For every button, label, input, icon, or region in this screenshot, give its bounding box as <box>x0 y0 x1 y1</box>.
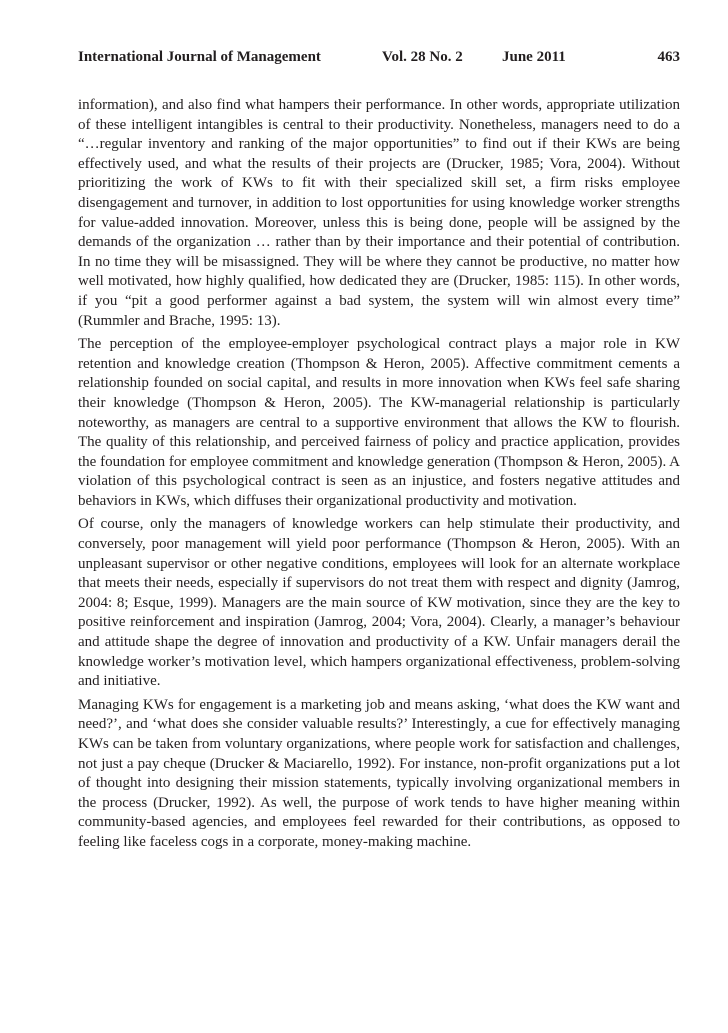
paragraph-kw-utilization: information), and also find what hampers their performance. In other words, appropriate utilization of these intelligent intangibles is central to their productivity. Nonetheless, managers need to do a “…regular inventory and ranking of the major opportunities” to find out if their KWs are being effectively used, and what the results of their projects are (Drucker, 1985; Vora, 2004). Without prioritizing the work of KWs to fit with their specialized skill set, a firm risks employee disengagement and turnover, in addition to lost opportunities for using knowledge worker strengths for value-added innovation. Moreover, unless this is being done, people will be assigned by the demands of the organization … rather than by their importance and their potential of contribution. In no time they will be misassigned. They will be where they cannot be productive, no matter how well motivated, how highly qualified, how dedicated they are (Drucker, 1985: 115). In other words, if you “pit a good performer against a bad system, the system will win almost every time” (Rummler and Brache, 1995: 13). <box>78 97 680 329</box>
running-header <box>78 47 680 67</box>
volume-issue: Vol. 28 No. 2 <box>382 49 463 65</box>
page-number: 463 <box>657 49 680 65</box>
journal-title: International Journal of Management <box>78 49 321 65</box>
issue-date: June 2011 <box>502 49 566 65</box>
paragraph-management-role: Of course, only the managers of knowledge workers can help stimulate their productivity, and conversely, poor management will yield poor performance (Thompson & Heron, 2005). With an unpleasant supervisor or other negative conditions, employees will look for an alternate workplace that meets their needs, especially if supervisors do not treat them with respect and dignity (Jamrog, 2004: 8; Esque, 1999). Managers are the main source of KW motivation, since they are the key to positive reinforcement and inspiration (Jamrog, 2004; Vora, 2004). Clearly, a manager’s behaviour and attitude shape the degree of innovation and productivity of a KW. Unfair managers derail the knowledge worker’s motivation level, which hampers organizational effectiveness, problem-solving and initiative. <box>78 516 680 690</box>
paragraph-psychological-contract: The perception of the employee-employer psychological contract plays a major role in KW retention and knowledge creation (Thompson & Heron, 2005). Affective commitment cements a relationship founded on social capital, and results in more innovation when KWs feel safe sharing their knowledge (Thompson & Heron, 2005). The KW-managerial relationship is particularly noteworthy, as managers are central to a supportive environment that allows the KW to flourish. The quality of this relationship, and perceived fairness of policy and practice application, provides the foundation for employee commitment and knowledge generation (Thompson & Heron, 2005). A violation of this psychological contract is seen as an injustice, and fosters negative attitudes and behaviors in KWs, which diffuses their organizational productivity and motivation. <box>78 336 680 509</box>
paragraph-engagement-marketing: Managing KWs for engagement is a marketing job and means asking, ‘what does the KW want and need?’, and ‘what does she consider valuable results?’ Interestingly, a cue for effectively managing KWs can be taken from voluntary organizations, where people work for satisfaction and challenges, not just a pay cheque (Drucker & Maciarello, 1992). For instance, non-profit organizations put a lot of thought into designing their mission statements, typically involving organizational members in the process (Drucker, 1992). As well, the purpose of work tends to have higher meaning within community-based agencies, and employees feel rewarded for their contributions, as opposed to feeling like faceless cogs in a corporate, money-making machine. <box>78 696 680 850</box>
article-body <box>78 96 680 857</box>
